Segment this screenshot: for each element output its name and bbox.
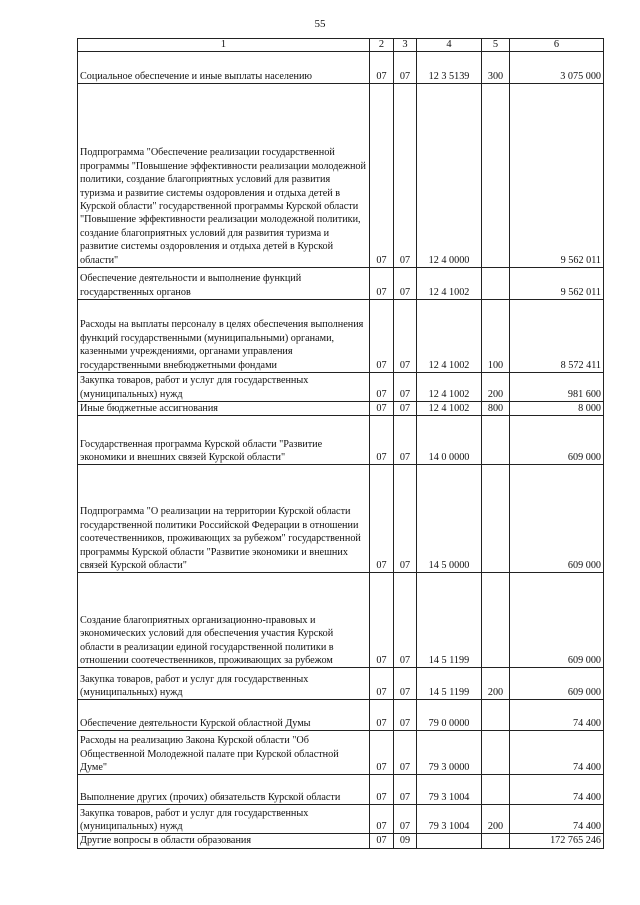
row-amount: 3 075 000 [510,52,604,84]
row-target-code: 14 5 1199 [417,668,482,700]
row-section-code: 07 [370,52,394,84]
row-section-code: 07 [370,775,394,805]
row-target-code: 12 4 1002 [417,402,482,416]
row-section-code: 07 [370,300,394,373]
row-section-code: 07 [370,84,394,268]
row-subsection-code: 07 [394,268,417,300]
table-row [78,84,604,268]
row-amount: 74 400 [510,731,604,775]
row-amount: 8 000 [510,402,604,416]
row-section-code: 07 [370,731,394,775]
row-section-code: 07 [370,700,394,731]
table-row [78,268,604,300]
row-amount: 609 000 [510,416,604,465]
row-name: Расходы на реализацию Закона Курской области "Об Общественной Молодежной палате при Курской областной Думе" [78,731,370,775]
row-name: Закупка товаров, работ и услуг для государственных (муниципальных) нужд [78,373,370,402]
row-amount: 8 572 411 [510,300,604,373]
table-row [78,573,604,668]
table-row [78,700,604,731]
row-subsection-code: 07 [394,84,417,268]
row-section-code: 07 [370,573,394,668]
row-name: Выполнение других (прочих) обязательств Курской области [78,775,370,805]
row-amount: 609 000 [510,465,604,573]
table-row [78,416,604,465]
row-subsection-code: 07 [394,731,417,775]
row-expense-type [482,465,510,573]
row-amount: 74 400 [510,805,604,834]
row-expense-type: 200 [482,805,510,834]
row-target-code: 12 4 1002 [417,268,482,300]
row-target-code: 12 4 1002 [417,373,482,402]
row-name: Социальное обеспечение и иные выплаты населению [78,52,370,84]
table-row [78,373,604,402]
table-row [78,465,604,573]
table-row [78,300,604,373]
column-header-2: 2 [370,39,394,52]
page-number: 55 [314,18,326,30]
row-target-code: 14 5 0000 [417,465,482,573]
table-row [78,834,604,848]
table-row [78,731,604,775]
row-name: Другие вопросы в области образования [78,834,370,848]
row-target-code [417,834,482,848]
row-expense-type [482,573,510,668]
row-subsection-code: 07 [394,402,417,416]
row-subsection-code: 07 [394,373,417,402]
row-section-code: 07 [370,465,394,573]
row-target-code: 14 5 1199 [417,573,482,668]
table-row [78,775,604,805]
budget-table [77,38,604,849]
row-target-code: 79 3 1004 [417,805,482,834]
row-target-code: 12 3 5139 [417,52,482,84]
column-header-5: 5 [482,39,510,52]
row-name: Закупка товаров, работ и услуг для государственных (муниципальных) нужд [78,805,370,834]
row-section-code: 07 [370,834,394,848]
row-section-code: 07 [370,373,394,402]
table-header-row [78,39,604,52]
row-name: Иные бюджетные ассигнования [78,402,370,416]
row-expense-type: 300 [482,52,510,84]
row-expense-type: 800 [482,402,510,416]
row-subsection-code: 07 [394,775,417,805]
row-section-code: 07 [370,668,394,700]
row-name: Расходы на выплаты персоналу в целях обеспечения выполнения функций государственными (муниципальными) органами, казенными учреждениями, органами управления государственными внебюджетными фондами [78,300,370,373]
row-name: Подпрограмма "О реализации на территории Курской области государственной политики Российской Федерации в отношении соотечественников, проживающих за рубежом" государственной программы Курской области "Развитие экономики и внешних связей Курской области" [78,465,370,573]
row-expense-type [482,84,510,268]
row-amount: 9 562 011 [510,84,604,268]
row-amount: 609 000 [510,668,604,700]
row-expense-type [482,416,510,465]
row-section-code: 07 [370,416,394,465]
row-section-code: 07 [370,805,394,834]
row-amount: 981 600 [510,373,604,402]
row-name: Закупка товаров, работ и услуг для государственных (муниципальных) нужд [78,668,370,700]
row-name: Подпрограмма "Обеспечение реализации государственной программы "Повышение эффективности реализации молодежной политики, создание благоприятных условий для развития туризма и развитие системы оздоровления и отдыха детей в Курской области" государственной программы Курской области "Повышение эффективности реализации молодежной политики, создание благоприятных условий для развития туризма и развитие системы оздоровления и отдыха детей в Курской области" [78,84,370,268]
row-target-code: 12 4 1002 [417,300,482,373]
row-target-code: 79 0 0000 [417,700,482,731]
table-row [78,668,604,700]
row-expense-type [482,731,510,775]
row-name: Обеспечение деятельности Курской областной Думы [78,700,370,731]
row-expense-type: 100 [482,300,510,373]
column-header-6: 6 [510,39,604,52]
row-expense-type [482,834,510,848]
column-header-3: 3 [394,39,417,52]
row-target-code: 79 3 1004 [417,775,482,805]
row-amount: 9 562 011 [510,268,604,300]
row-subsection-code: 07 [394,300,417,373]
row-subsection-code: 07 [394,416,417,465]
row-expense-type: 200 [482,668,510,700]
row-expense-type [482,268,510,300]
row-amount: 609 000 [510,573,604,668]
row-amount: 74 400 [510,700,604,731]
row-subsection-code: 07 [394,52,417,84]
row-section-code: 07 [370,402,394,416]
row-section-code: 07 [370,268,394,300]
row-subsection-code: 07 [394,668,417,700]
row-target-code: 14 0 0000 [417,416,482,465]
row-expense-type [482,700,510,731]
column-header-1: 1 [78,39,370,52]
table-row [78,402,604,416]
row-subsection-code: 07 [394,465,417,573]
row-expense-type: 200 [482,373,510,402]
row-name: Обеспечение деятельности и выполнение функций государственных органов [78,268,370,300]
row-target-code: 79 3 0000 [417,731,482,775]
row-amount: 172 765 246 [510,834,604,848]
row-subsection-code: 07 [394,700,417,731]
row-subsection-code: 07 [394,573,417,668]
row-subsection-code: 07 [394,805,417,834]
column-header-4: 4 [417,39,482,52]
row-name: Государственная программа Курской области "Развитие экономики и внешних связей Курской области" [78,416,370,465]
row-target-code: 12 4 0000 [417,84,482,268]
row-expense-type [482,775,510,805]
table-row [78,52,604,84]
row-name: Создание благоприятных организационно-правовых и экономических условий для обеспечения участия Курской области в реализации единой государственной политики в отношении соотечественников, проживающих за рубежом [78,573,370,668]
row-subsection-code: 09 [394,834,417,848]
row-amount: 74 400 [510,775,604,805]
table-row [78,805,604,834]
